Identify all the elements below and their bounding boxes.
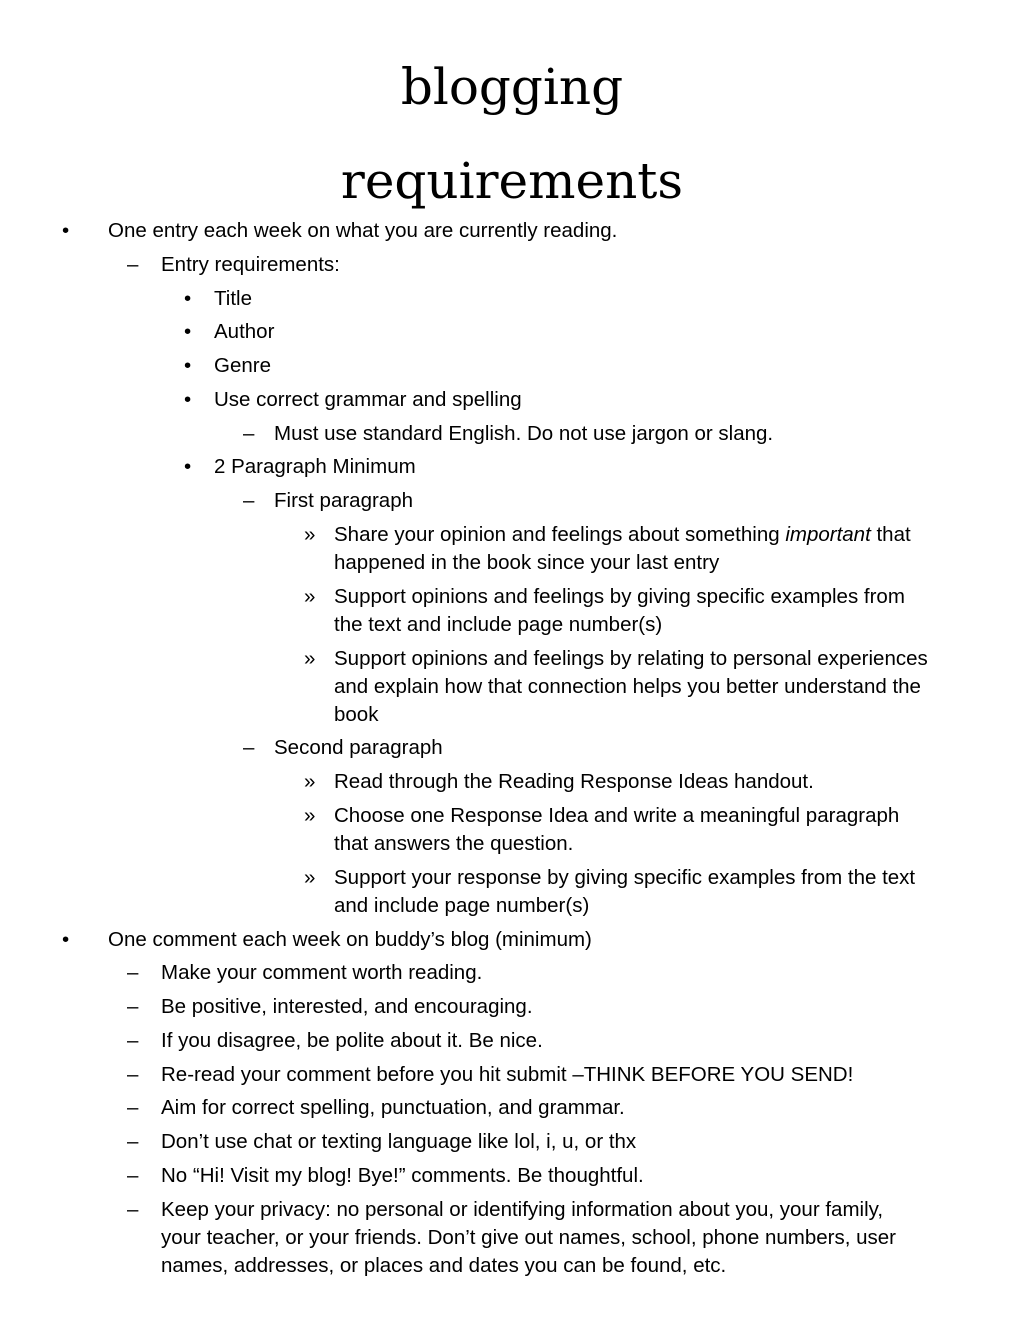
list-item: Support opinions and feelings by giving specific examples from — [334, 585, 905, 608]
list-item: Keep your privacy: no personal or identifying information about you, your family, — [161, 1198, 884, 1221]
list-item: Aim for correct spelling, punctuation, and grammar. — [161, 1096, 625, 1119]
dash-icon: – — [127, 1164, 139, 1187]
dash-icon: – — [127, 1198, 139, 1221]
list-item-continuation: names, addresses, or places and dates you can be found, etc. — [161, 1254, 727, 1277]
list-item: One entry each week on what you are currently reading. — [108, 219, 618, 242]
text-segment: that — [870, 523, 911, 546]
text-segment: Share your opinion and feelings about something — [334, 523, 786, 546]
list-item: Second paragraph — [274, 736, 443, 759]
bullet-icon: • — [184, 388, 192, 411]
list-item: First paragraph — [274, 489, 414, 512]
dash-icon: – — [127, 961, 139, 984]
list-item: Be positive, interested, and encouraging. — [161, 995, 533, 1018]
list-item: Must use standard English. Do not use jargon or slang. — [274, 422, 774, 445]
list-item: Re-read your comment before you hit submit –THINK BEFORE YOU SEND! — [161, 1063, 854, 1086]
list-item: Choose one Response Idea and write a meaningful paragraph — [334, 804, 900, 827]
bullet-icon: • — [184, 354, 192, 377]
dash-icon: – — [127, 1029, 139, 1052]
bullet-icon: • — [184, 455, 192, 478]
list-item: One comment each week on buddy’s blog (minimum) — [108, 928, 592, 951]
list-item: Make your comment worth reading. — [161, 961, 483, 984]
list-item: Author — [214, 320, 275, 343]
dash-icon: – — [243, 736, 255, 759]
list-item: Genre — [214, 354, 271, 377]
dash-icon: – — [127, 1096, 139, 1119]
list-item: If you disagree, be polite about it. Be nice. — [161, 1029, 543, 1052]
raquo-icon: » — [304, 866, 316, 889]
emphasis-text: important — [785, 523, 871, 546]
dash-icon: – — [127, 1063, 139, 1086]
title-line-2: requirements — [340, 152, 684, 210]
list-item: Support your response by giving specific examples from the text — [334, 866, 916, 889]
bullet-icon: • — [62, 928, 70, 951]
list-item: Don’t use chat or texting language like lol, i, u, or thx — [161, 1130, 637, 1153]
list-item-continuation: the text and include page number(s) — [334, 613, 663, 636]
dash-icon: – — [243, 489, 255, 512]
bullet-icon: • — [184, 287, 192, 310]
dash-icon: – — [127, 1130, 139, 1153]
list-item-continuation: book — [334, 703, 379, 726]
list-item: Support opinions and feelings by relating to personal experiences — [334, 647, 928, 670]
bullet-icon: • — [62, 219, 70, 242]
bullet-icon: • — [184, 320, 192, 343]
list-item: 2 Paragraph Minimum — [214, 455, 416, 478]
list-item-continuation: happened in the book since your last entry — [334, 551, 720, 574]
list-item: Title — [214, 287, 252, 310]
dash-icon: – — [243, 422, 255, 445]
raquo-icon: » — [304, 804, 316, 827]
dash-icon: – — [127, 253, 139, 276]
raquo-icon: » — [304, 647, 316, 670]
dash-icon: – — [127, 995, 139, 1018]
title-line-1: blogging — [400, 58, 624, 116]
list-item-continuation: and include page number(s) — [334, 894, 590, 917]
list-item: Read through the Reading Response Ideas handout. — [334, 770, 814, 793]
list-item: Entry requirements: — [161, 253, 340, 276]
raquo-icon: » — [304, 770, 316, 793]
list-item: No “Hi! Visit my blog! Bye!” comments. Be thoughtful. — [161, 1164, 644, 1187]
list-item: Use correct grammar and spelling — [214, 388, 522, 411]
list-item-continuation: your teacher, or your friends. Don’t give out names, school, phone numbers, user — [161, 1226, 896, 1249]
raquo-icon: » — [304, 523, 316, 546]
list-item-continuation: that answers the question. — [334, 832, 574, 855]
list-item-continuation: and explain how that connection helps you better understand the — [334, 675, 921, 698]
list-item — [334, 521, 911, 549]
raquo-icon: » — [304, 585, 316, 608]
